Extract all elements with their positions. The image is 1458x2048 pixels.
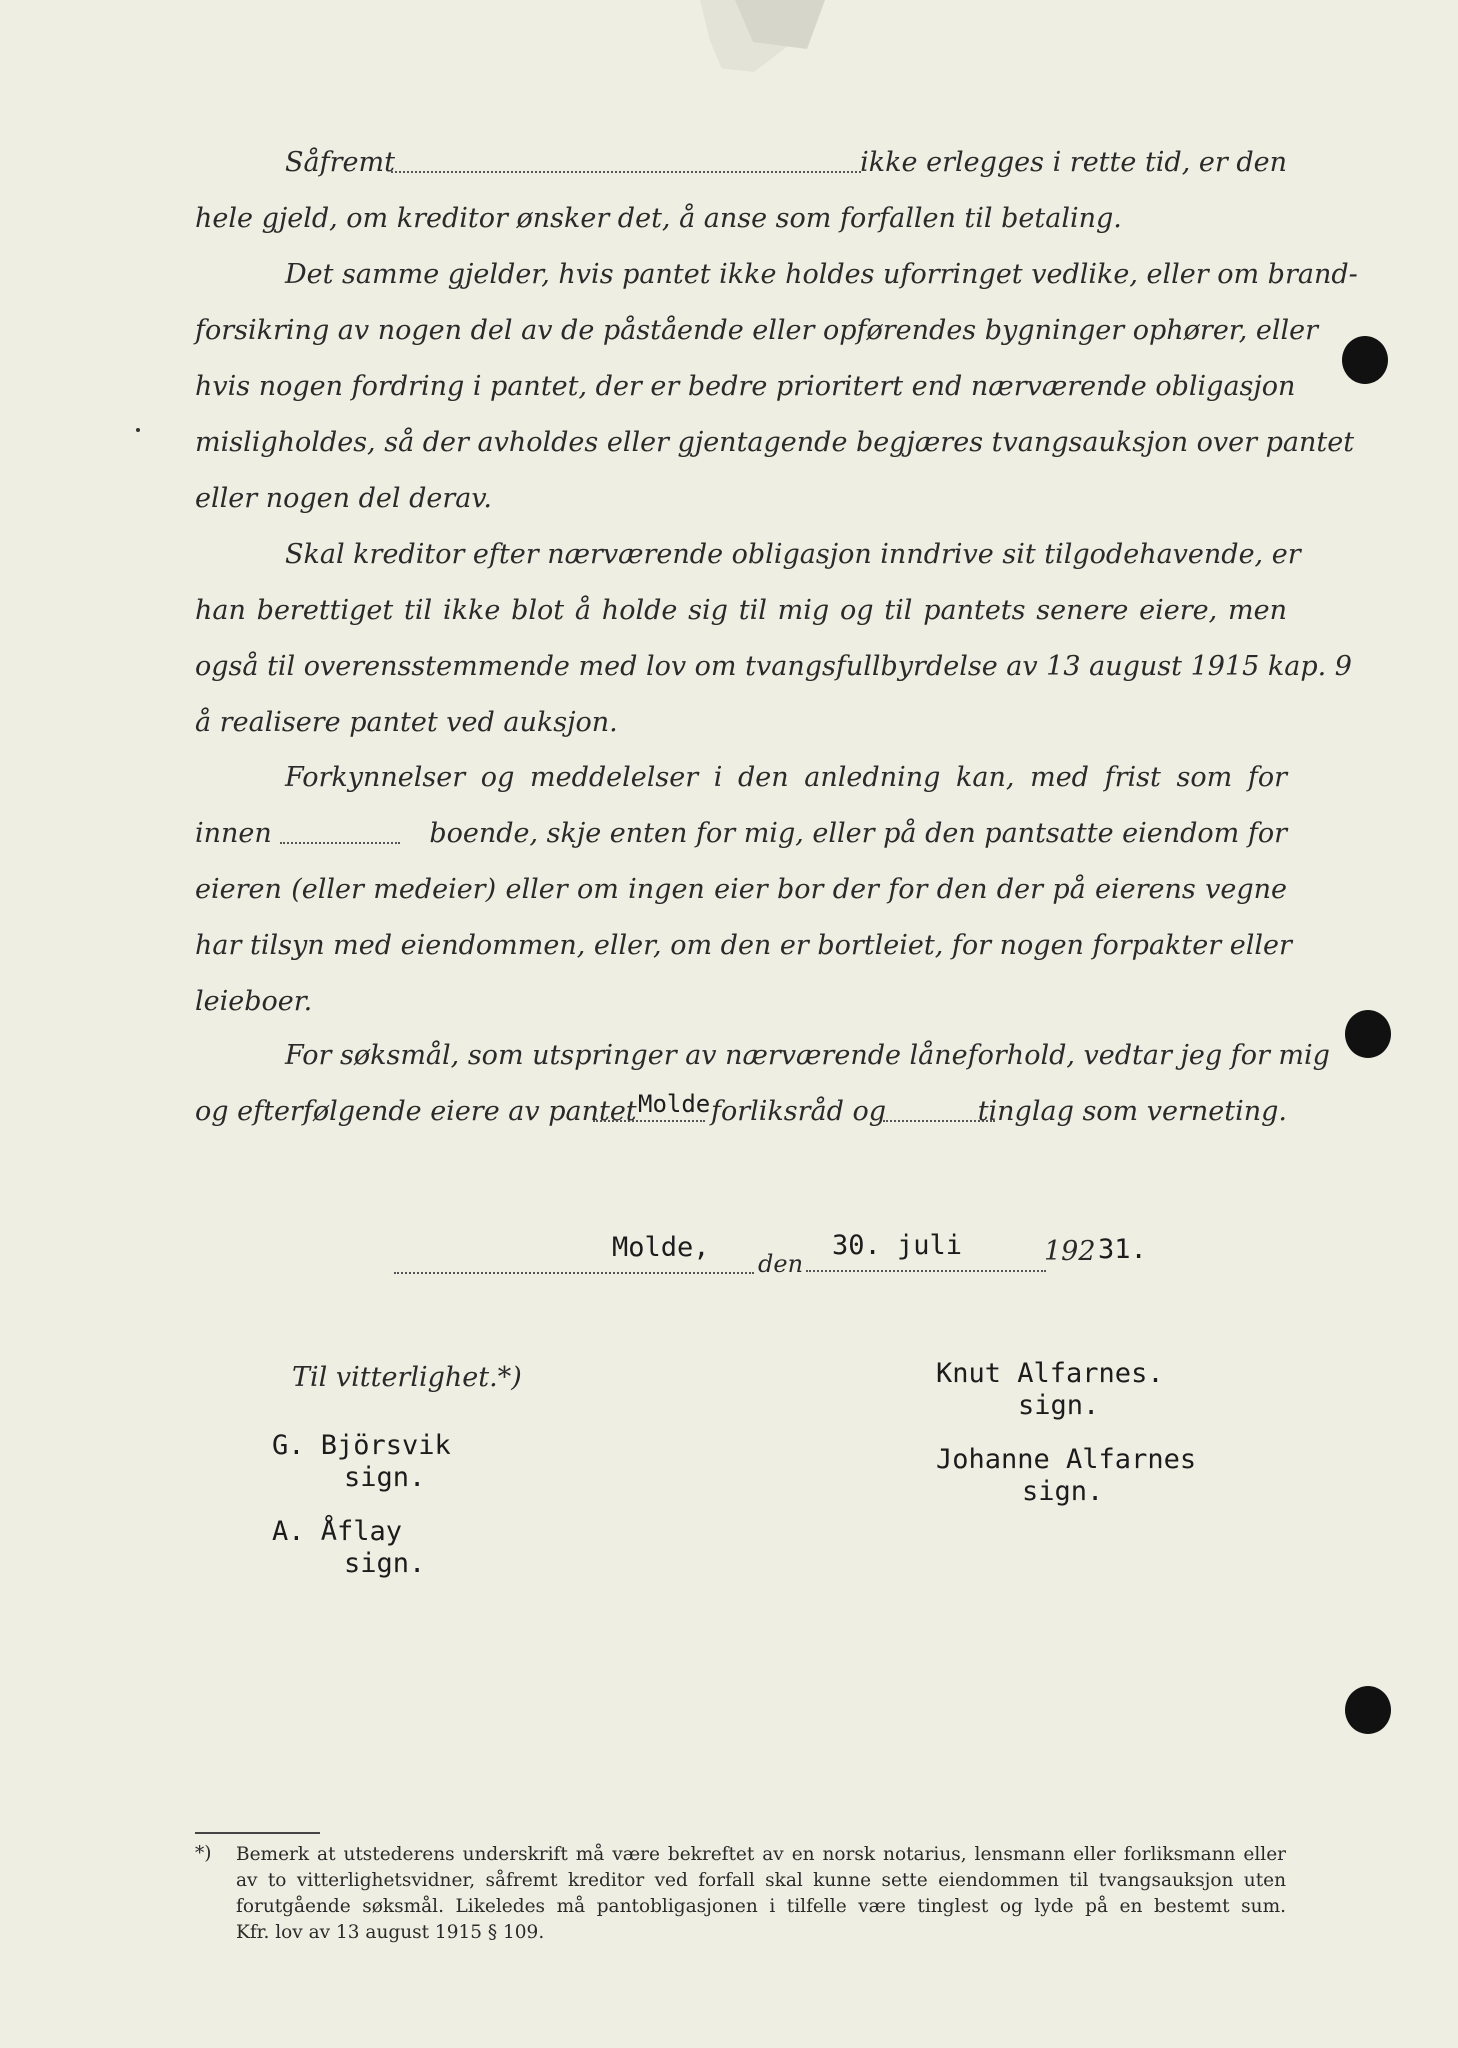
- footnote-line: forutgående søksmål. Likeledes må pantobligasjonen i tilfelle være tinglest og lyde på en bestemt sum.: [236, 1896, 1286, 1917]
- text-line: Forkynnelser og meddelelser i den anledning kan, med frist som for: [285, 762, 1287, 793]
- text-line: hvis nogen fordring i pantet, der er bedre prioritert end nærværende obligasjon: [195, 371, 1296, 402]
- text-line: forliksråd og: [711, 1096, 887, 1127]
- date-field: [806, 1270, 1046, 1272]
- text-line: eller nogen del derav.: [195, 483, 492, 514]
- debtor-name: Johanne Alfarnes: [936, 1444, 1197, 1475]
- typed-year: 31.: [1098, 1234, 1147, 1265]
- text-line: boende, skje enten for mig, eller på den pantsatte eiendom for: [429, 818, 1287, 849]
- den-label: den: [758, 1250, 804, 1278]
- text-line: også til overensstemmende med lov om tvangsfullbyrdelse av 13 august 1915 kap. 9: [195, 651, 1352, 682]
- blank-field: [391, 161, 861, 173]
- text-line: misligholdes, så der avholdes eller gjentagende begjæres tvangsauksjon over pantet: [195, 427, 1355, 458]
- text-line: forsikring av nogen del av de påstående eller opførendes bygninger ophører, eller: [195, 315, 1319, 346]
- footnote-line: Kfr. lov av 13 august 1915 § 109.: [236, 1922, 545, 1943]
- text-line: Skal kreditor efter nærværende obligasjon inndrive sit tilgodehavende, er: [285, 539, 1301, 570]
- debtor-sign: sign.: [1018, 1390, 1100, 1421]
- speck: [136, 428, 140, 432]
- text-line: For søksmål, som utspringer av nærværende låneforhold, vedtar jeg for mig: [285, 1040, 1330, 1071]
- blank-field: [280, 832, 400, 844]
- text-line: å realisere pantet ved auksjon.: [195, 707, 618, 738]
- printed-year: 192: [1044, 1236, 1096, 1267]
- place-field: [394, 1272, 754, 1274]
- typed-date: 30. juli: [832, 1230, 963, 1261]
- text-line: Det samme gjelder, hvis pantet ikke holdes uforringet vedlike, eller om brand-: [285, 259, 1358, 290]
- witness-name: A. Åflay: [272, 1516, 403, 1547]
- text-line: og efterfølgende eiere av pantet: [195, 1096, 637, 1127]
- text-line: tinglag som verneting.: [977, 1096, 1287, 1127]
- text-line: har tilsyn med eiendommen, eller, om den er bortleiet, for nogen forpakter eller: [195, 930, 1292, 961]
- footnote-line: Bemerk at utstederens underskrift må være bekreftet av en norsk notarius, lensmann eller forliksmann eller: [236, 1844, 1286, 1865]
- text-line: han berettiget til ikke blot å holde sig til mig og til pantets senere eiere, men: [195, 595, 1287, 626]
- punch-hole: [1345, 1010, 1391, 1058]
- typed-place: Molde,: [612, 1232, 710, 1263]
- text-line: eieren (eller medeier) eller om ingen eier bor der for den der på eierens vegne: [195, 874, 1287, 905]
- text-line: ikke erlegges i rette tid, er den: [860, 147, 1287, 178]
- witness-sign: sign.: [344, 1462, 426, 1493]
- text-line: innen: [195, 818, 272, 849]
- typed-place: Molde: [638, 1090, 711, 1118]
- text-line: hele gjeld, om kreditor ønsker det, å anse som forfallen til betaling.: [195, 203, 1122, 234]
- text-line: leieboer.: [195, 986, 313, 1017]
- debtor-sign: sign.: [1022, 1476, 1104, 1507]
- text-line: Såfremt: [285, 147, 395, 178]
- witness-name: G. Björsvik: [272, 1430, 451, 1461]
- punch-hole: [1345, 1686, 1391, 1734]
- footnote-mark: *): [195, 1843, 212, 1864]
- punch-hole: [1342, 336, 1388, 384]
- debtor-name: Knut Alfarnes.: [936, 1358, 1164, 1389]
- witness-heading: Til vitterlighet.*): [292, 1362, 522, 1393]
- footnote-line: av to vitterlighetsvidner, såfremt kreditor ved forfall skal kunne sette eiendommen til tvangsauksjon uten: [236, 1870, 1286, 1891]
- witness-sign: sign.: [344, 1548, 426, 1579]
- footnote-rule: [195, 1832, 320, 1834]
